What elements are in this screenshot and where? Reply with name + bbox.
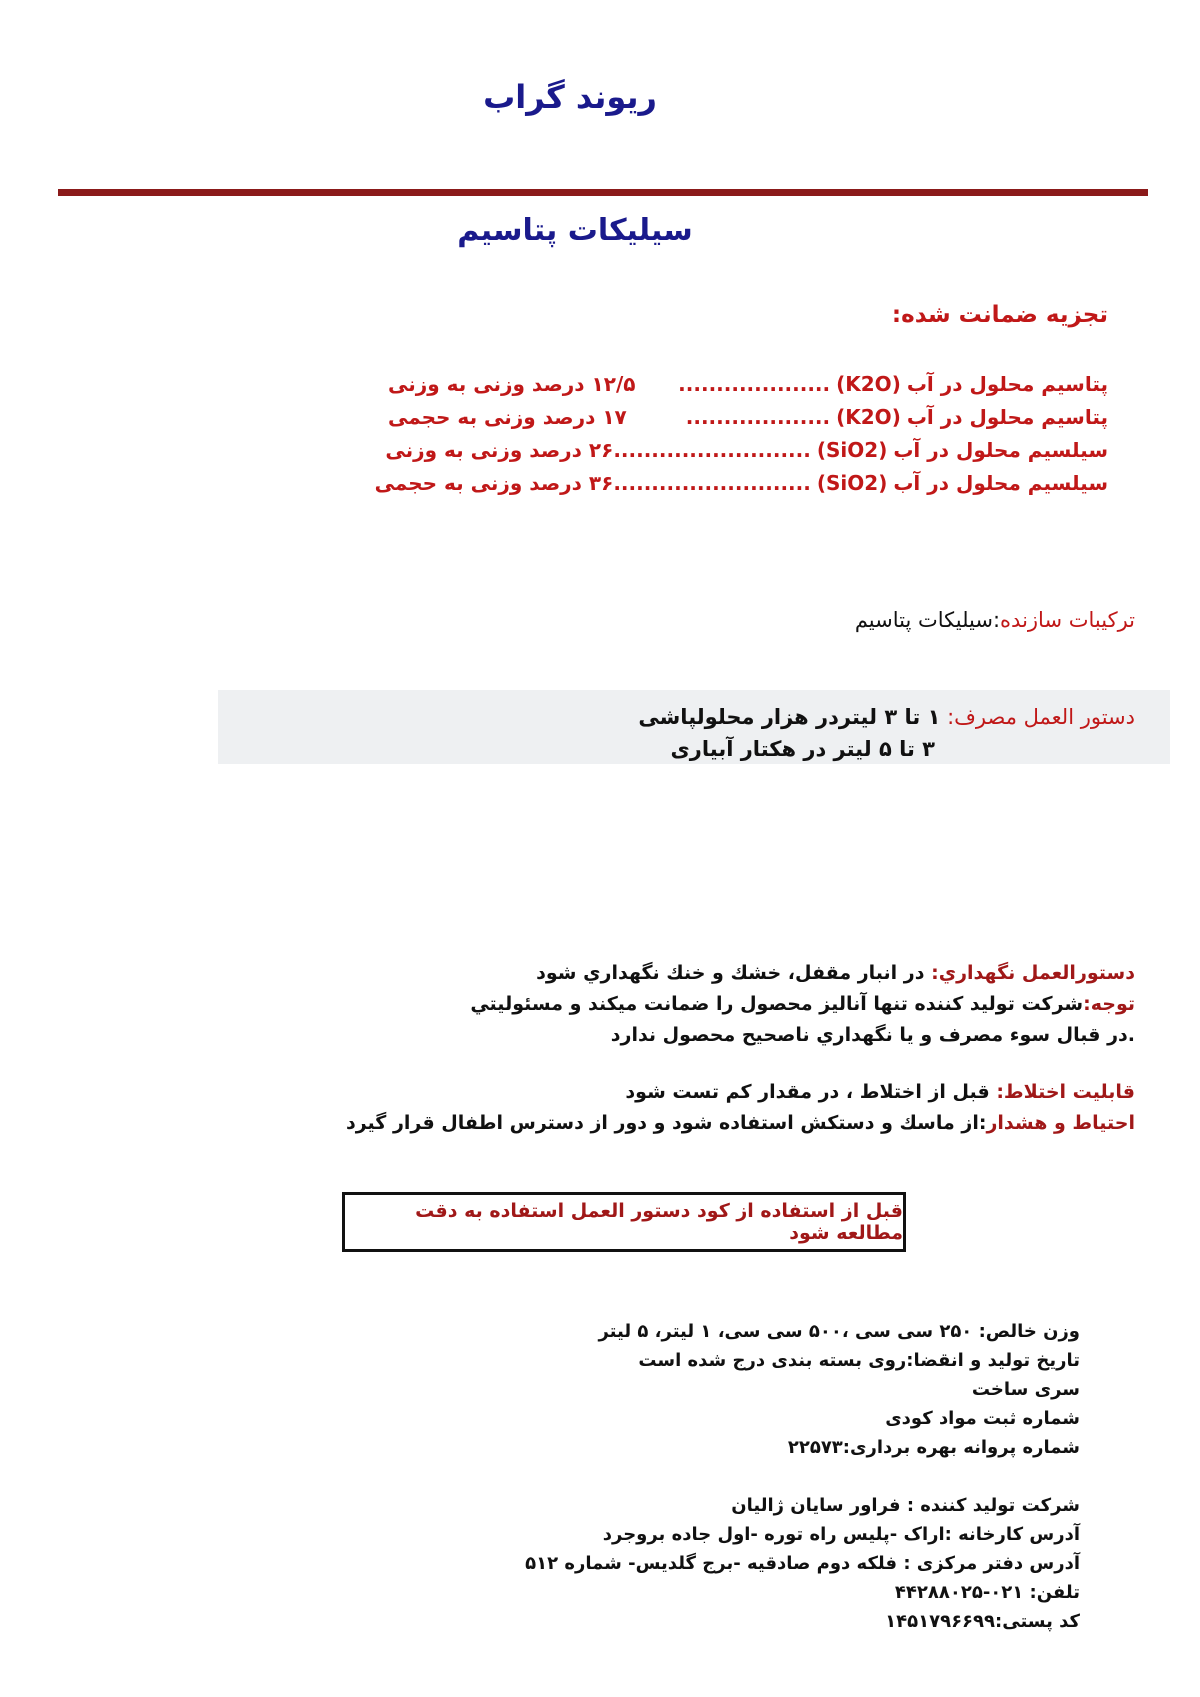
usage-label: دستور العمل مصرف: — [940, 705, 1135, 729]
analysis-row — [388, 368, 1108, 401]
analysis-element: سیلسیم محلول در آب — [893, 471, 1108, 495]
analysis-formula: (K2O) — [836, 372, 901, 396]
analysis-element: سیلسیم محلول در آب — [893, 438, 1108, 462]
analysis-list — [374, 368, 1108, 500]
product-title: سیلیکات پتاسیم — [457, 213, 693, 248]
analysis-dots: .......................... — [613, 471, 811, 495]
analysis-element: پتاسیم محلول در آب — [906, 405, 1108, 429]
composition-value: :سیلیکات پتاسیم — [854, 608, 1001, 632]
phone-number: تلفن: ۰۲۱-۴۴۲۸۸۰۲۵ — [894, 1582, 1080, 1603]
storage-label: دستورالعمل نگهداري: — [924, 962, 1135, 984]
usage-instructions — [638, 701, 1135, 765]
analysis-formula: (K2O) — [836, 405, 901, 429]
header-divider — [58, 189, 1148, 196]
caution-label: احتياط و هشدار — [986, 1112, 1135, 1134]
analysis-title: تجزیه ضمانت شده: — [891, 302, 1108, 328]
analysis-value: ۱۲/۵ درصد وزنی به وزنی — [388, 372, 636, 396]
analysis-row — [388, 401, 1108, 434]
analysis-value: ۳۶ درصد وزنی به حجمی — [374, 471, 614, 495]
mix-value: قبل از اختلاط ، در مقدار كم تست شود — [625, 1081, 990, 1103]
usage-line1: ۱ تا ۳ لیتردر هزار محلولپاشی — [638, 705, 941, 729]
postal-code: کد پستی:۱۴۵۱۷۹۶۶۹۹ — [885, 1611, 1080, 1632]
warning-box: قبل از استفاده از کود دستور العمل استفاده به دقت مطالعه شود — [342, 1192, 906, 1252]
notes-section — [235, 958, 1135, 1139]
composition-label: ترکیبات سازنده — [1000, 608, 1135, 632]
factory-address: آدرس کارخانه :اراک -پلیس راه توره -اول جاده بروجرد — [602, 1524, 1080, 1545]
production-dates: تاریخ تولید و انقضا:روی بسته بندی درج شده است — [638, 1350, 1080, 1371]
brand-title: ریوند گراب — [483, 78, 657, 116]
net-weight: وزن خالص: ۲۵۰ سی سی ،۵۰۰ سی سی، ۱ لیتر، ۵ لیتر — [598, 1321, 1080, 1342]
analysis-value: ۱۷ درصد وزنی به حجمی — [388, 405, 627, 429]
mix-label: قابليت اختلاط: — [989, 1081, 1135, 1103]
analysis-dots: ................... — [685, 405, 831, 429]
note-label: توجه: — [1083, 993, 1135, 1015]
analysis-row — [385, 434, 1108, 467]
analysis-dots: .................... — [678, 372, 831, 396]
analysis-element: پتاسیم محلول در آب — [906, 372, 1108, 396]
product-meta — [525, 1317, 1080, 1636]
manufacturer: شرکت تولید کننده : فراور سایان ژالیان — [731, 1495, 1080, 1516]
license-number: شماره پروانه بهره برداری:۲۲۵۷۳ — [787, 1437, 1080, 1458]
note-value: شركت توليد كننده تنها آناليز محصول را ضمانت ميكند و مسئوليتي — [470, 993, 1084, 1015]
storage-value: در انبار مقفل، خشك و خنك نگهداري شود — [536, 962, 925, 984]
registration-number: شماره ثبت مواد کودی — [885, 1408, 1080, 1429]
note-value-continued: .در قبال سوء مصرف و يا نگهداري ناصحيح محصول ندارد — [610, 1024, 1135, 1046]
analysis-dots: .......................... — [613, 438, 811, 462]
caution-value: :از ماسك و دستكش استفاده شود و دور از دسترس اطفال قرار گيرد — [345, 1112, 987, 1134]
office-address: آدرس دفتر مرکزی : فلکه دوم صادقیه -برج گلدیس- شماره ۵۱۲ — [525, 1553, 1080, 1574]
composition — [855, 608, 1135, 632]
batch-number: سری ساخت — [971, 1379, 1080, 1400]
analysis-value: ۲۶ درصد وزنی به وزنی — [385, 438, 614, 462]
analysis-row — [374, 467, 1108, 500]
usage-line2: ۳ تا ۵ لیتر در هکتار آبیاری — [670, 737, 935, 761]
analysis-formula: (SiO2) — [816, 438, 888, 462]
analysis-formula: (SiO2) — [816, 471, 888, 495]
